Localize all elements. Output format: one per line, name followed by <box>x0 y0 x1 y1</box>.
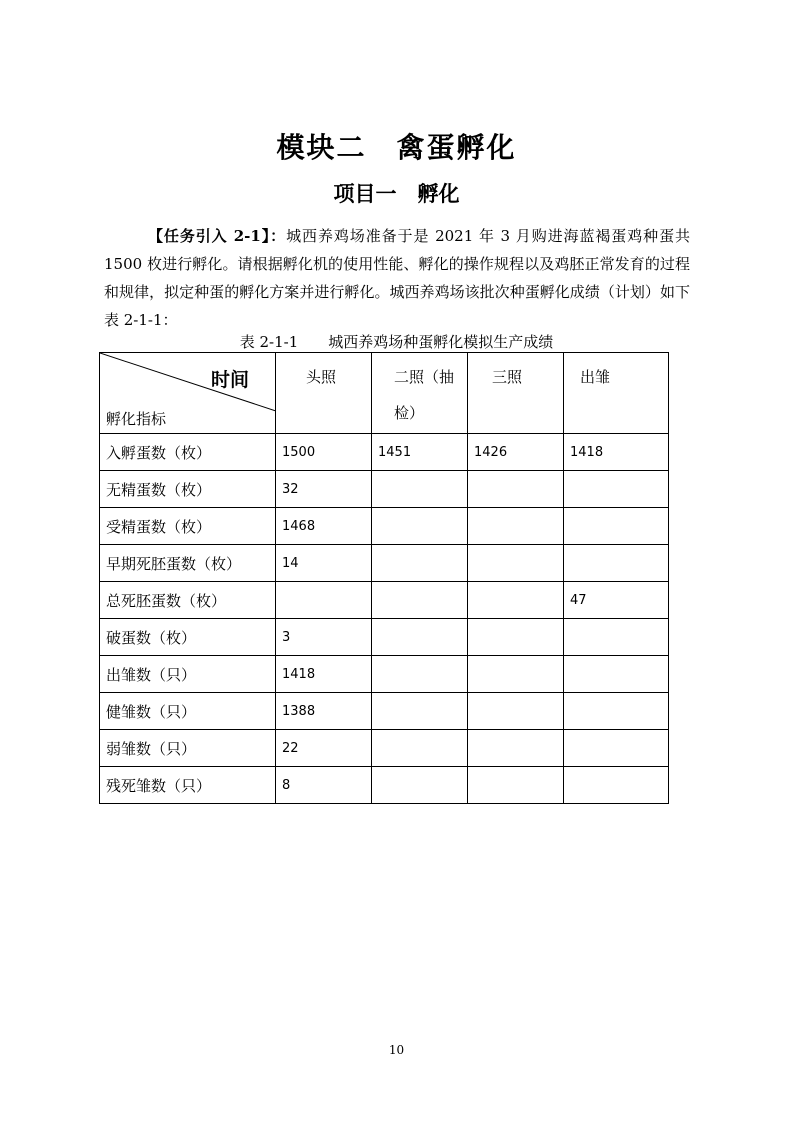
table-cell <box>564 545 669 582</box>
table-cell <box>564 730 669 767</box>
table-cell <box>468 693 564 730</box>
table-cell <box>468 730 564 767</box>
module-title: 模块二 禽蛋孵化 <box>276 131 517 164</box>
table-cell <box>372 693 468 730</box>
table-cell <box>468 508 564 545</box>
table-cell <box>372 508 468 545</box>
corner-time-label: 时间 <box>210 369 249 391</box>
table-cell <box>276 582 372 619</box>
table-row <box>100 619 669 656</box>
table-row <box>100 767 669 804</box>
table-row <box>100 508 669 545</box>
table-cell <box>468 582 564 619</box>
table-cell: 47 <box>564 582 669 619</box>
table-cell <box>468 619 564 656</box>
header-cell: 二照（抽检） <box>372 353 468 434</box>
header-cell: 头照 <box>276 353 372 434</box>
row-label: 残死雏数（只） <box>100 767 276 804</box>
table-cell <box>372 545 468 582</box>
row-label: 出雏数（只） <box>100 656 276 693</box>
row-label: 破蛋数（枚） <box>100 619 276 656</box>
table-cell: 1500 <box>276 434 372 471</box>
table-cell <box>468 471 564 508</box>
table-row <box>100 434 669 471</box>
table-cell <box>564 471 669 508</box>
hatching-table <box>99 352 669 804</box>
row-label: 健雏数（只） <box>100 693 276 730</box>
table-cell <box>564 619 669 656</box>
table-cell <box>468 545 564 582</box>
table-cell <box>564 767 669 804</box>
project-title: 项目一 孵化 <box>333 181 460 206</box>
table-cell <box>468 656 564 693</box>
table-cell: 1426 <box>468 434 564 471</box>
table-cell: 8 <box>276 767 372 804</box>
table-cell: 1418 <box>564 434 669 471</box>
row-label: 受精蛋数（枚） <box>100 508 276 545</box>
table-cell <box>372 767 468 804</box>
header-cell: 三照 <box>468 353 564 434</box>
row-label: 无精蛋数（枚） <box>100 471 276 508</box>
table-cell: 3 <box>276 619 372 656</box>
table-cell: 1418 <box>276 656 372 693</box>
row-label: 弱雏数（只） <box>100 730 276 767</box>
task-paragraph <box>104 222 690 334</box>
table-row <box>100 582 669 619</box>
table-cell <box>468 767 564 804</box>
table-caption: 表 2-1-1 城西养鸡场种蛋孵化模拟生产成绩 <box>239 333 554 351</box>
table-cell: 32 <box>276 471 372 508</box>
page-number: 10 <box>388 1043 405 1057</box>
table-row <box>100 545 669 582</box>
table-row <box>100 471 669 508</box>
table-cell <box>564 693 669 730</box>
table-row <box>100 730 669 767</box>
table-cell <box>372 656 468 693</box>
table-cell <box>564 656 669 693</box>
table-row <box>100 693 669 730</box>
row-label: 早期死胚蛋数（枚） <box>100 545 276 582</box>
table-row <box>100 656 669 693</box>
table-cell <box>372 471 468 508</box>
row-label: 总死胚蛋数（枚） <box>100 582 276 619</box>
table-cell <box>372 582 468 619</box>
table-cell <box>564 508 669 545</box>
table-cell <box>372 730 468 767</box>
row-label: 入孵蛋数（枚） <box>100 434 276 471</box>
header-cell: 出雏 <box>564 353 669 434</box>
table-cell: 22 <box>276 730 372 767</box>
corner-indicator-label: 孵化指标 <box>106 410 167 428</box>
task-text: 城西养鸡场准备于是 2021 年 3 月购进海蓝褐蛋鸡种蛋共 1500 枚进行孵化。请根据孵化机的使用性能、孵化的操作规程以及鸡胚正常发育的过程和规律，拟定种蛋的孵化方案并进行孵化。城西养鸡场该批次种蛋孵化成绩（计划）如下表 2-1-1： <box>104 227 690 329</box>
table-cell: 14 <box>276 545 372 582</box>
task-lead: 【任务引入 2-1】： <box>148 227 287 245</box>
table-cell: 1451 <box>372 434 468 471</box>
table-cell: 1468 <box>276 508 372 545</box>
table-cell: 1388 <box>276 693 372 730</box>
table-header-row <box>100 353 669 434</box>
table-cell <box>372 619 468 656</box>
diagonal-header-cell <box>100 353 276 434</box>
